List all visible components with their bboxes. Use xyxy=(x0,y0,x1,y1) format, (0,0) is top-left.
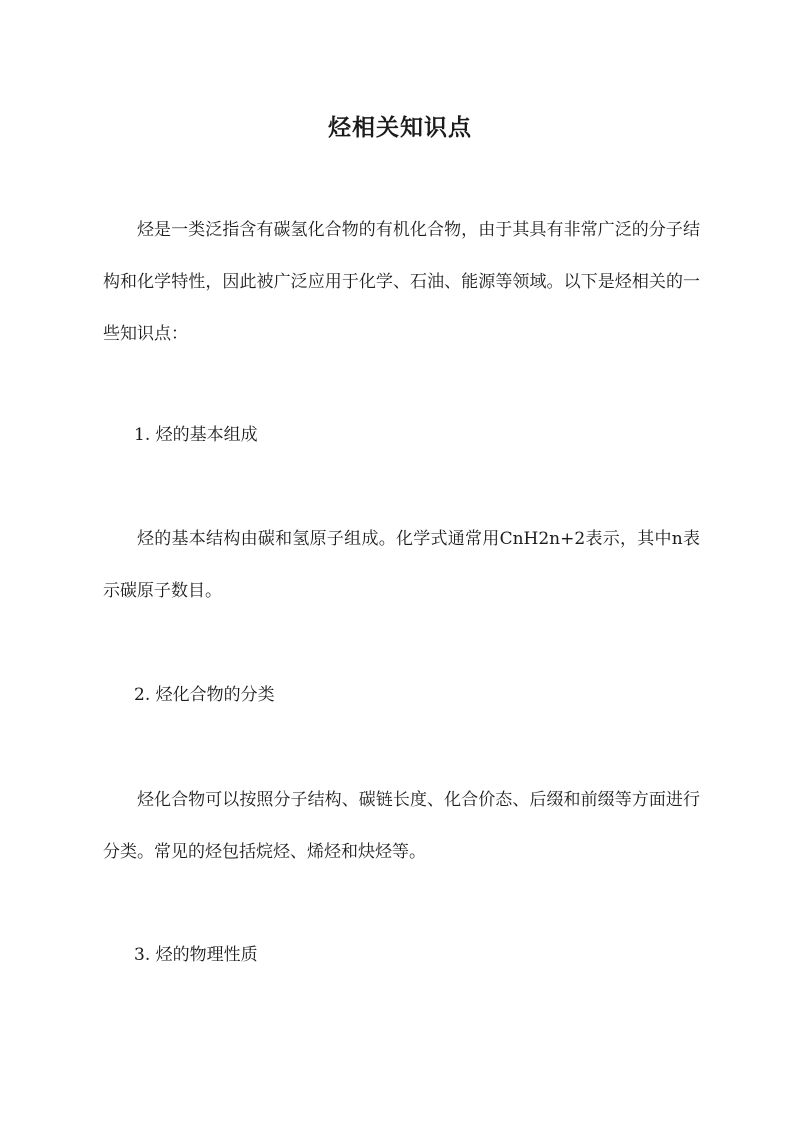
section-body-1: 烃的基本结构由碳和氢原子组成。化学式通常用CnH2n+2表示，其中n表示碳原子数目。 xyxy=(103,529,700,601)
section-heading-2: 2. 烃化合物的分类 xyxy=(134,685,275,705)
document-title: 烃相关知识点 xyxy=(328,114,472,142)
section-body-2: 烃化合物可以按照分子结构、碳链长度、化合价态、后缀和前缀等方面进行分类。常见的烃包括烷烃、烯烃和炔烃等。 xyxy=(103,790,700,862)
section-heading-1: 1. 烃的基本组成 xyxy=(134,425,258,445)
section-heading-3: 3. 烃的物理性质 xyxy=(134,945,258,965)
intro-paragraph: 烃是一类泛指含有碳氢化合物的有机化合物，由于其具有非常广泛的分子结构和化学特性，因此被广泛应用于化学、石油、能源等领域。以下是烃相关的一些知识点： xyxy=(103,220,700,344)
